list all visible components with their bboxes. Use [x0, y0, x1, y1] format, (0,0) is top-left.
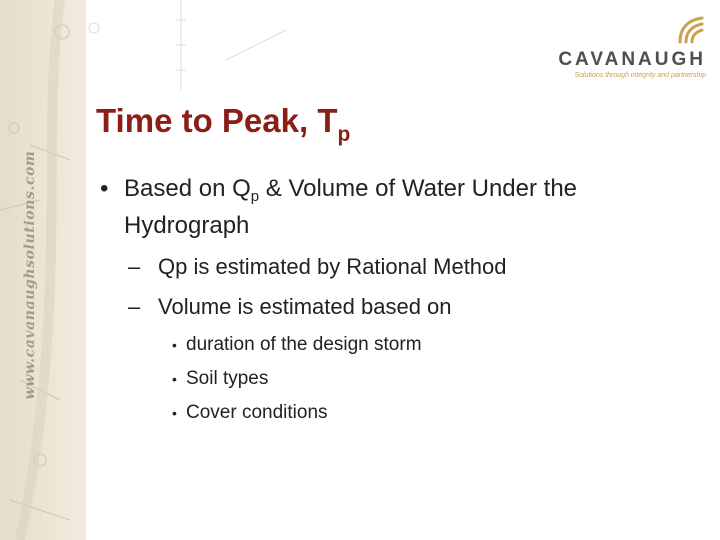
bullet-text-part1: Based on Q — [124, 175, 251, 202]
sub-sub-bullet-text: duration of the design storm — [186, 334, 422, 355]
sidebar-decoration — [0, 0, 86, 540]
website-url: www.cavanaughsolutions.com — [22, 150, 38, 400]
bullet-subscript: p — [250, 188, 260, 205]
sub-sub-bullet-text: Cover conditions — [186, 402, 328, 423]
header-decoration — [86, 0, 486, 100]
dash-marker: – — [128, 254, 141, 279]
dot-marker: • — [172, 337, 177, 353]
dash-marker: – — [128, 294, 141, 319]
company-tagline: Solutions through integrity and partnership — [574, 72, 706, 79]
dot-marker: • — [172, 405, 177, 421]
title-subscript: p — [337, 123, 351, 146]
dot-marker: • — [172, 371, 177, 387]
sub-sub-bullet-text: Soil types — [186, 368, 269, 389]
cavanaugh-logo-icon — [676, 14, 706, 46]
slide-title — [96, 102, 351, 146]
sub-bullet-text: Volume is estimated based on — [158, 294, 452, 319]
bullet-text-part2: & Volume of Water Under the Hydrograph — [124, 175, 578, 239]
bullet-marker: • — [100, 175, 109, 202]
sub-bullet-text: Qp is estimated by Rational Method — [158, 254, 507, 279]
company-name: CAVANAUGH — [558, 49, 706, 70]
left-sidebar — [0, 0, 86, 540]
title-text: Time to Peak, T — [96, 102, 338, 139]
bullet-text — [124, 172, 684, 243]
